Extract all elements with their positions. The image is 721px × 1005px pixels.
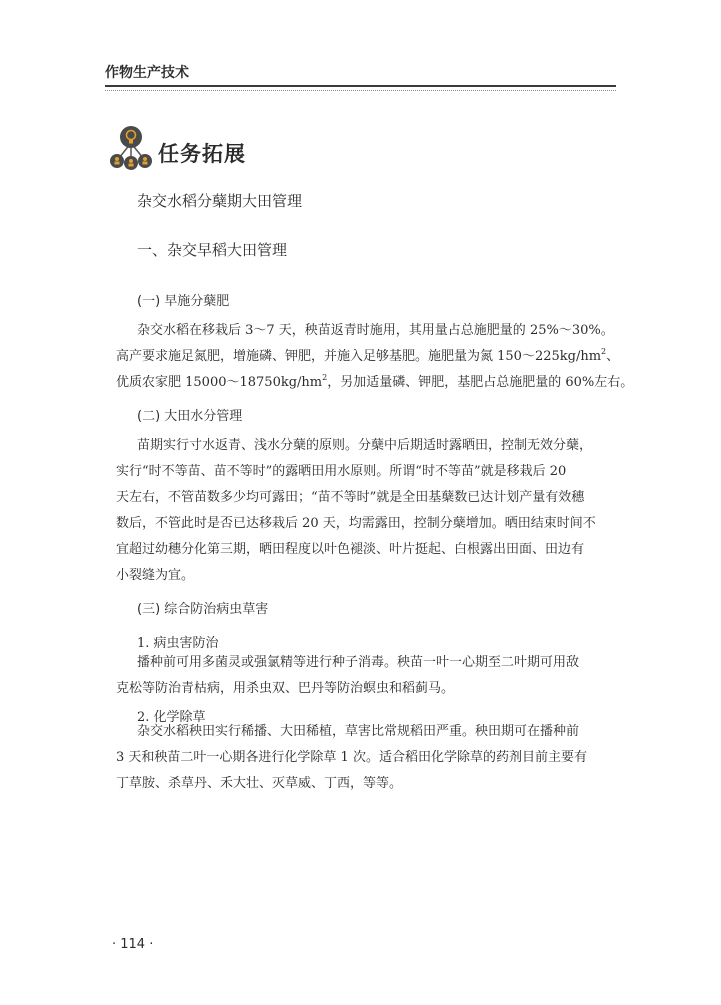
item1-label: 1. 病虫害防治 (137, 636, 219, 651)
page-number: · 114 · (112, 937, 154, 952)
text-line: 宜超过幼穗分化第三期，晒田程度以叶色褪淡、叶片挺起、白根露出田面、田边有 (116, 542, 585, 557)
header-rule (105, 85, 616, 87)
text-line: 杂交水稻在移栽后 3～7 天，秧苗返青时施用，其用量占总施肥量的 25%～30%。 (137, 323, 614, 338)
sub1-title: (一) 早施分蘖肥 (137, 294, 230, 309)
sub2-title: (二) 大田水分管理 (137, 409, 243, 424)
part1-title: 一、杂交早稻大田管理 (137, 241, 288, 259)
item2-label: 2. 化学除草 (137, 710, 206, 725)
sub1-paragraph (116, 318, 634, 396)
sub2-paragraph (116, 433, 616, 589)
section-title: 任务拓展 (158, 141, 246, 166)
text-line: 小裂缝为宜。 (116, 568, 195, 583)
text-line: 高产要求施足氮肥，增施磷、钾肥，并施入足够基肥。施肥量为氮 $150\sim 225kg/hm^2$、 (116, 347, 620, 364)
text-line: 3 天和秧苗二叶一心期各进行化学除草 1 次。适合稻田化学除草的药剂目前主要有 (116, 750, 587, 765)
header-rule-dotted (105, 90, 616, 91)
lightbulb-network-icon (108, 124, 154, 170)
text-line: 克松等防治青枯病，用杀虫双、巴丹等防治螟虫和稻蓟马。 (116, 681, 455, 696)
text-line: 天左右，不管苗数多少均可露田；“苗不等时”就是全田基蘖数已达计划产量有效穗 (116, 490, 585, 505)
text-line: 优质农家肥 $15000\sim 18750kg/hm^2$，另加适量磷、钾肥，基肥占总施肥量的 60%左右。 (116, 373, 634, 390)
text-line: 苗期实行寸水返青、浅水分蘖的原则。分蘖中后期适时露晒田，控制无效分蘖， (137, 438, 593, 453)
text-line: 数后，不管此时是否已达移栽后 20 天，均需露田，控制分蘖增加。晒田结束时间不 (116, 516, 596, 531)
text-line: 播种前可用多菌灵或强氯精等进行种子消毒。秧苗一叶一心期至二叶期可用敌 (137, 655, 580, 670)
text-line: 实行“时不等苗、苗不等时”的露晒田用水原则。所谓“时不等苗”就是移栽后 20 (116, 464, 567, 479)
main-title: 杂交水稻分蘖期大田管理 (137, 192, 303, 210)
sub3-title: (三) 综合防治病虫草害 (137, 602, 269, 617)
text-line: 杂交水稻秧田实行稀播、大田稀植，草害比常规稻田严重。秧田期可在播种前 (137, 724, 580, 739)
item2-paragraph (116, 719, 616, 797)
header-title: 作物生产技术 (105, 65, 189, 81)
item1-paragraph (116, 650, 616, 702)
text-line: 丁草胺、杀草丹、禾大壮、灭草威、丁西，等等。 (116, 776, 403, 791)
